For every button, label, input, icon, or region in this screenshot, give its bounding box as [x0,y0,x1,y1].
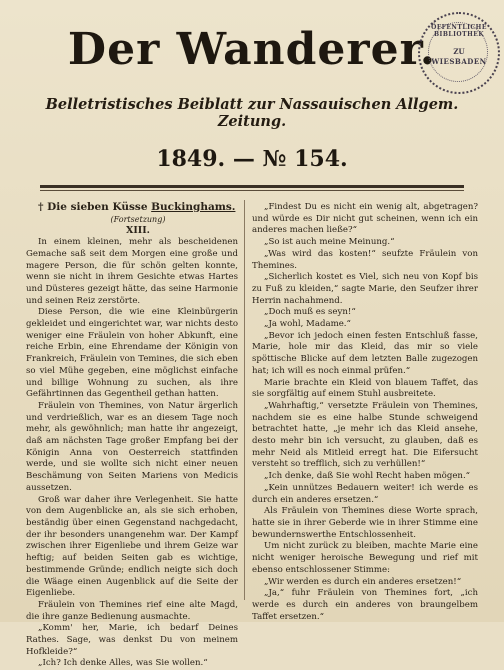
paragraph: In einem kleinen, mehr als bescheidenen Gemache saß seit dem Morgen eine große und magere Person, die für schön gelten konnte, wenn sie nicht in ihrem Gesichte etwas Hartes und Düsteres gezeigt hätte, das seine Harmonie und seinen Reiz zerstörte. [26,237,238,306]
chapter-number: XIII. [125,225,150,237]
paragraph: „Kein unnützes Bedauern weiter! ich werde es durch ein anderes ersetzen.“ [252,482,478,505]
paragraph: Diese Person, die wie eine Kleinbürgerin gekleidet und eingerichtet war, war nichts desto weniger eine Fräulein von hoher Abkunft, eine reiche Erbin, eine Ehrendame der Königin von Frankreich, Fräulein von Temines, die sich eben so viel Mühe gegeben, eine möglichst einfache und billige Wohnung zu suchen, als ihre Gefährtinnen das Gegentheil gethan hatten. [26,307,238,400]
paragraph: Fräulein von Themines rief eine alte Magd, die ihre ganze Bedienung ausmachte. [26,599,238,622]
column-divider [244,200,245,600]
paragraph: „Komm' her, Marie, ich bedarf Deines Rathes. Sage, was denkst Du von meinem Hofkleide?“ [26,623,238,657]
paragraph: „Was wird das kosten!“ seufzte Fräulein von Themines. [252,248,478,271]
paragraph: Um nicht zurück zu bleiben, machte Marie eine nicht weniger heroische Bewegung und rief mit ebenso entschlossener Stimme: [252,541,478,575]
library-stamp-bottom: WIESBADEN [431,57,487,66]
story-title-prefix: † Die sieben Küsse [38,201,152,213]
masthead-subtitle: Belletristisches Beiblatt zur Nassauischen Allgem. Zeitung. [45,96,459,130]
header-rule-thick [40,185,464,188]
library-stamp-mid: ZU [453,47,465,56]
continuation-note: (Fortsetzung) [110,214,166,224]
paragraph: „Wahrhaftig,“ versetzte Fräulein von Themines, nachdem sie es eine halbe Stunde schweigend betrachtet hatte, „je mehr ich das Kleid ansehe, desto mehr bin ich versucht, zu glauben, daß es mehr Neid als Mitleid erregt hat. Die Eifersucht versteht so trefflich, sich zu verhüllen!“ [252,400,478,470]
left-column [26,202,238,670]
paragraph: „Doch muß es seyn!“ [264,307,356,318]
paragraph: „Bevor ich jedoch einen festen Entschluß fasse, Marie, hole mir das Kleid, das mir so viele spöttische Blicke auf dem letzten Balle zugezogen hat; ich will es noch einmal prüfen.“ [252,330,478,376]
paragraph: „Ich denke, daß Sie wohl Recht haben mögen.“ [264,471,471,482]
right-column [252,202,478,623]
paragraph: „Ich? Ich denke Alles, was Sie wollen.“ [38,658,208,669]
header-rule-thin [40,190,464,191]
paragraph: „Findest Du es nicht ein wenig alt, abgetragen? und würde es Dir nicht gut scheinen, wenn ich ein anderes machen ließe?“ [252,202,478,236]
paragraph: „Sicherlich kostet es Viel, sich neu von Kopf bis zu Fuß zu kleiden,“ sagte Marie, den Seufzer ihrer Herrin nachahmend. [252,272,478,306]
paragraph: Als Fräulein von Themines diese Worte sprach, hatte sie in ihrer Geberde wie in ihrer Stimme eine bewundernswerthe Entschlossenheit. [252,506,478,540]
library-stamp [418,12,500,94]
paragraph: Fräulein von Themines, von Natur ärgerlich und verdrießlich, war es an diesem Tage noch mehr, als gewöhnlich; man hatte ihr angezeigt, daß am nächsten Tage großer Empfang bei der Königin Anna von Oesterreich stattfinden werde, und sie wollte sich nicht einer neuen Beschämung von Seiten Mariens von Medicis aussetzen. [26,400,238,493]
masthead-title: Der Wanderer. [67,24,437,75]
paragraph: Marie brachte ein Kleid von blauem Taffet, das sie sorgfältig auf einem Stuhl ausbreitete. [252,377,478,400]
issue-number: 1849. — № 154. [156,146,348,172]
paragraph: Groß war daher ihre Verlegenheit. Sie hatte von dem Augenblicke an, als sie sich erhoben, beständig über einen Gegenstand nachgedacht, der ihr besonders unangenehm war. Der Kampf zwischen ihrer Eigenliebe und ihrem Geize war heftig; auf beiden Seiten gab es wichtige, bestimmende Gründe; endlich neigte sich doch die Wäage einen Augenblick auf die Seite der Eigenliebe. [26,494,238,599]
paragraph: „So ist auch meine Meinung.“ [264,237,395,248]
story-title [26,202,238,214]
paragraph: „Ja wohl, Madame.“ [264,319,351,330]
paragraph: „Ja,“ fuhr Fräulein von Themines fort, „ich werde es durch ein anderes von braungelbem Taffet ersetzen.“ [252,588,478,622]
story-title-name: Buckinghams. [151,201,236,213]
library-stamp-arc: ÖFFENTLICHE BIBLIOTHEK [431,24,487,38]
paragraph: „Wir werden es durch ein anderes ersetzen!“ [264,576,462,587]
